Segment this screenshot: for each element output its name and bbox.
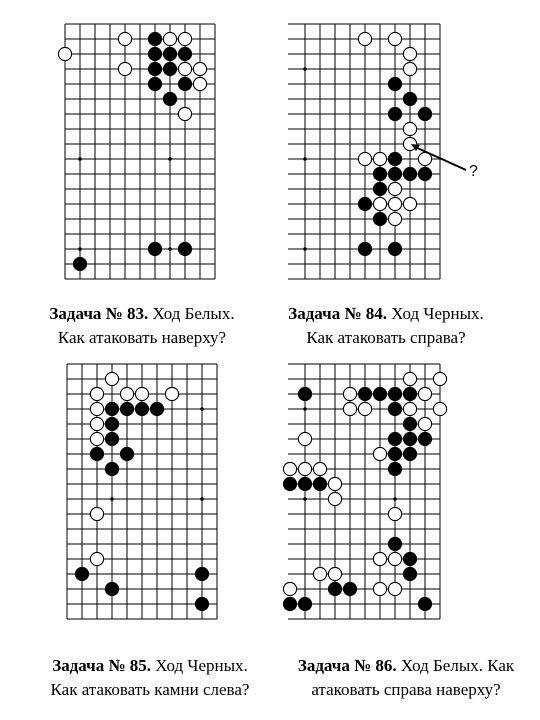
white-stone [313,462,326,475]
black-stone [388,537,401,550]
white-stone [193,62,206,75]
white-stone [283,462,296,475]
black-stone [148,62,161,75]
problem-question: Как атаковать справа? [306,328,466,347]
black-stone [148,47,161,60]
black-stone [373,167,386,180]
white-stone [388,507,401,520]
black-stone [195,597,208,610]
problem-title: Задача № 83. [49,304,149,323]
black-stone [388,167,401,180]
hoshi-point [110,497,114,501]
hoshi-point [200,407,204,411]
problem-text: Ход Черных. [387,304,484,323]
black-stone [373,387,386,400]
white-stone [193,77,206,90]
black-stone [90,447,103,460]
black-stone [75,567,88,580]
board-85 [62,362,222,637]
black-stone [163,47,176,60]
black-stone [328,582,341,595]
black-stone [298,387,311,400]
white-stone [163,32,176,45]
hoshi-point [303,247,307,251]
white-stone [90,507,103,520]
hoshi-point [78,247,82,251]
white-stone [328,477,341,490]
black-stone [403,167,416,180]
black-stone [403,387,416,400]
white-stone [90,417,103,430]
white-stone [433,402,446,415]
black-stone [403,447,416,460]
hoshi-point [303,407,307,411]
white-stone [58,47,71,60]
problem-question: Как атаковать камни слева? [50,680,250,699]
white-stone [403,122,416,135]
black-stone [178,77,191,90]
hoshi-point [303,67,307,71]
hoshi-point [393,497,397,501]
black-stone [163,92,176,105]
black-stone [343,582,356,595]
caption-85 [20,654,280,702]
problem-question: атаковать справа наверху? [311,680,501,699]
black-stone [358,242,371,255]
white-stone [328,567,341,580]
white-stone [433,372,446,385]
white-stone [165,387,178,400]
hoshi-point [200,497,204,501]
black-stone [163,62,176,75]
white-stone [418,387,431,400]
white-stone [105,372,118,385]
board-86 [285,362,445,637]
black-stone [358,387,371,400]
black-stone [195,567,208,580]
white-stone [358,32,371,45]
black-stone [105,582,118,595]
white-stone [90,552,103,565]
board-83 [60,22,220,297]
problem-title: Задача № 85. [52,656,152,675]
problem-title: Задача № 84. [288,304,388,323]
black-stone [418,107,431,120]
white-stone [90,432,103,445]
hoshi-point [78,157,82,161]
black-stone [150,402,163,415]
white-stone [403,197,416,210]
black-stone [403,552,416,565]
white-stone [388,212,401,225]
black-stone [388,77,401,90]
white-stone [120,387,133,400]
black-stone [388,432,401,445]
black-stone [298,597,311,610]
white-stone [373,197,386,210]
white-stone [388,552,401,565]
white-stone [90,402,103,415]
black-stone [148,77,161,90]
white-stone [388,32,401,45]
white-stone [178,107,191,120]
white-stone [283,582,296,595]
black-stone [403,417,416,430]
black-stone [120,402,133,415]
hoshi-point [303,157,307,161]
white-stone [118,62,131,75]
black-stone [105,417,118,430]
white-stone [178,32,191,45]
black-stone [388,107,401,120]
white-stone [358,152,371,165]
black-stone [403,92,416,105]
black-stone [373,182,386,195]
black-stone [105,462,118,475]
grid-lines [288,24,440,279]
white-stone [388,582,401,595]
grid-lines [65,24,215,279]
black-stone [388,447,401,460]
black-stone [298,477,311,490]
white-stone [90,387,103,400]
problem-text: Ход Черных. [151,656,248,675]
black-stone [105,432,118,445]
caption-83 [12,302,272,350]
white-stone [118,32,131,45]
board-84 [285,22,478,297]
caption-86 [276,654,536,702]
white-stone [418,417,431,430]
white-stone [373,447,386,460]
black-stone [178,242,191,255]
problem-text: Ход Белых. [148,304,235,323]
black-stone [358,197,371,210]
white-stone [388,182,401,195]
black-stone [373,212,386,225]
white-stone [298,462,311,475]
hoshi-point [303,497,307,501]
question-mark-label: ? [469,163,478,180]
white-stone [403,62,416,75]
white-stone [373,582,386,595]
white-stone [298,432,311,445]
black-stone [388,387,401,400]
white-stone [373,552,386,565]
hoshi-point [168,247,172,251]
black-stone [148,32,161,45]
black-stone [313,477,326,490]
hoshi-point [168,157,172,161]
black-stone [148,242,161,255]
black-stone [105,402,118,415]
white-stone [343,402,356,415]
problem-text: Ход Белых. Как [396,656,515,675]
black-stone [403,567,416,580]
black-stone [418,167,431,180]
black-stone [388,152,401,165]
black-stone [120,447,133,460]
problem-title: Задача № 86. [297,656,397,675]
white-stone [313,567,326,580]
black-stone [418,597,431,610]
black-stone [403,432,416,445]
black-stone [283,597,296,610]
white-stone [388,197,401,210]
white-stone [328,492,341,505]
problem-question: Как атаковать наверху? [57,328,227,347]
black-stone [178,47,191,60]
black-stone [283,477,296,490]
white-stone [403,372,416,385]
black-stone [388,402,401,415]
black-stone [418,432,431,445]
black-stone [135,402,148,415]
white-stone [178,62,191,75]
black-stone [388,462,401,475]
caption-84 [256,302,516,350]
white-stone [403,47,416,60]
black-stone [388,242,401,255]
white-stone [403,402,416,415]
white-stone [343,387,356,400]
white-stone [358,402,371,415]
white-stone [373,152,386,165]
white-stone [135,387,148,400]
black-stone [73,257,86,270]
